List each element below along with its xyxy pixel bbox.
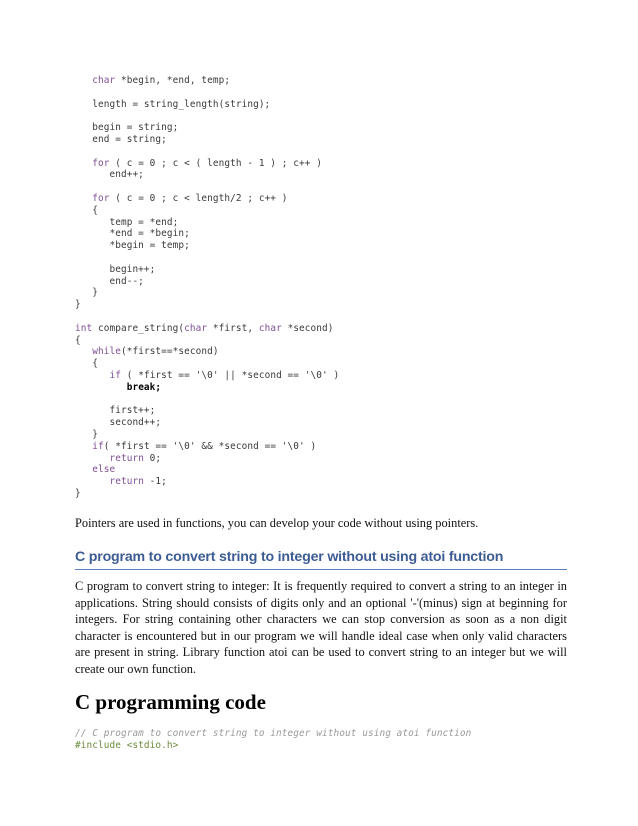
code-line: if( *first == '\0' && *second == '\0' ) — [92, 440, 317, 452]
code-line: for ( c = 0 ; c < length/2 ; c++ ) — [92, 192, 288, 204]
code-line: return -1; — [109, 476, 167, 488]
programming-code-title: C programming code — [75, 690, 266, 714]
code-line: } — [75, 287, 98, 299]
code-line: } — [75, 299, 81, 311]
code-line: *begin = temp; — [75, 240, 190, 252]
code-line: } — [75, 428, 98, 440]
code-line: temp = *end; — [75, 216, 179, 228]
atoi-description-paragraph: C program to convert string to integer: It is frequently required to convert a string to an integer in applications. String should consists of digits only and an optional '-'(minus) sign at beginning for integers. For string containing other characters we can stop conversion as soon as a non digit character is encountered but in our program we will handle ideal case when only valid characters are present in string. Library function atoi can be used to convert string to an integer but we will create our own function. — [75, 579, 567, 676]
section-heading-underline — [75, 569, 567, 570]
code-line: while(*first==*second) — [92, 346, 219, 358]
code-block-string-functions — [75, 75, 339, 500]
code-include-directive: #include <stdio.h> — [75, 739, 179, 751]
code-line: end++; — [75, 169, 144, 181]
code-block-atoi — [75, 728, 471, 752]
code-comment: // C program to convert string to integer without using atoi function — [75, 728, 472, 739]
code-line: begin = string; — [75, 122, 179, 134]
intro-paragraph: Pointers are used in functions, you can develop your code without using pointers. — [75, 516, 479, 530]
code-line: *end = *begin; — [75, 228, 190, 240]
code-line: { — [75, 358, 98, 370]
code-line: { — [75, 204, 98, 216]
code-line: second++; — [75, 417, 162, 429]
section-heading: C program to convert string to integer without using atoi function — [75, 549, 504, 565]
code-line: char *begin, *end, temp; — [92, 75, 231, 86]
code-line: if ( *first == '\0' || *second == '\0' ) — [109, 369, 340, 381]
code-line: return 0; — [109, 452, 162, 464]
code-line: first++; — [75, 405, 156, 417]
code-line: } — [75, 487, 81, 499]
code-line: end = string; — [75, 133, 167, 145]
code-line: end--; — [75, 275, 144, 287]
code-line: for ( c = 0 ; c < ( length - 1 ) ; c++ ) — [92, 157, 323, 169]
code-line: else — [92, 464, 116, 476]
code-line: { — [75, 334, 81, 346]
code-line: int compare_string(char *first, char *second) — [75, 322, 334, 334]
code-line: begin++; — [75, 263, 156, 275]
code-line: break; — [126, 381, 162, 393]
code-line: length = string_length(string); — [75, 98, 271, 110]
